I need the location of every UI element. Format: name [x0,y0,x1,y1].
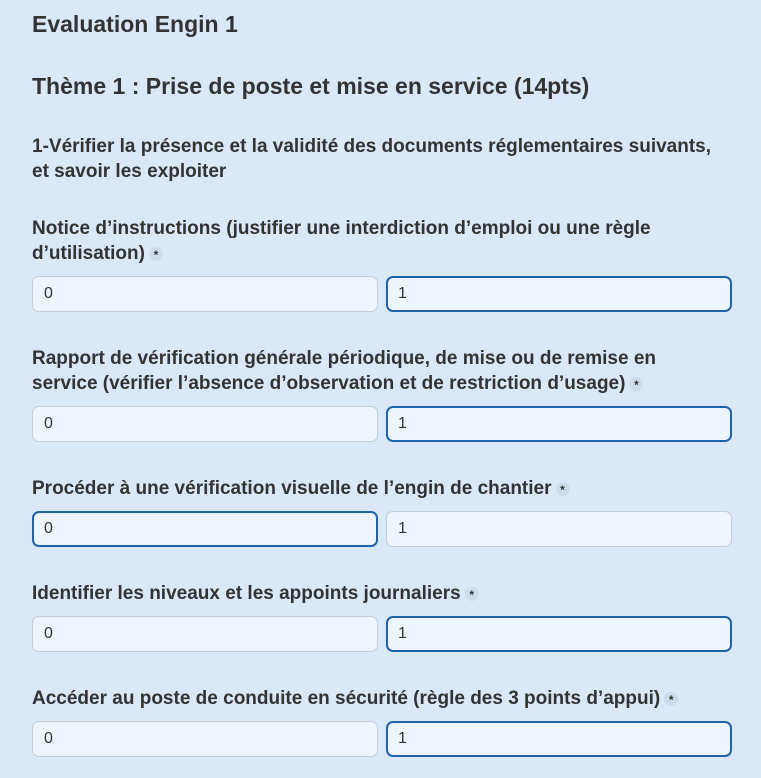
option-group [32,276,734,314]
question-poste-conduite [32,686,734,759]
question-verification-visuelle [32,476,734,549]
option-group [32,406,734,444]
form-title: Evaluation Engin 1 [32,11,238,37]
question-niveaux-appoints [32,581,734,654]
question-label: Procéder à une vérification visuelle de l’engin de chantier [32,478,552,499]
question-label: Identifier les niveaux et les appoints journaliers [32,583,461,604]
option-1[interactable]: 1 [386,406,732,442]
option-1[interactable]: 1 [386,511,732,547]
option-1[interactable]: 1 [386,616,732,652]
option-0[interactable]: 0 [32,721,378,757]
required-icon: * [664,692,678,706]
option-0[interactable]: 0 [32,406,378,442]
option-1[interactable]: 1 [386,721,732,757]
question-notice-instructions [32,216,734,314]
required-icon: * [629,377,643,391]
option-group [32,616,734,654]
option-0[interactable]: 0 [32,616,378,652]
option-0[interactable]: 0 [32,511,378,547]
option-group [32,511,734,549]
question-rapport-verification [32,346,734,444]
required-icon: * [556,482,570,496]
required-icon: * [465,587,479,601]
section-description: 1-Vérifier la présence et la validité des documents réglementaires suivants, et savoir les exploiter [32,136,712,182]
option-group [32,721,734,759]
question-label: Notice d’instructions (justifier une interdiction d’emploi ou une règle d’utilisation) [32,218,651,264]
question-label: Accéder au poste de conduite en sécurité (règle des 3 points d’appui) [32,688,661,709]
required-icon: * [149,247,163,261]
question-label: Rapport de vérification générale périodique, de mise ou de remise en service (vérifier l’absence d’observation et de restriction d’usage) [32,348,657,394]
option-1[interactable]: 1 [386,276,732,312]
section-title: Thème 1 : Prise de poste et mise en service (14pts) [32,73,590,99]
option-0[interactable]: 0 [32,276,378,312]
